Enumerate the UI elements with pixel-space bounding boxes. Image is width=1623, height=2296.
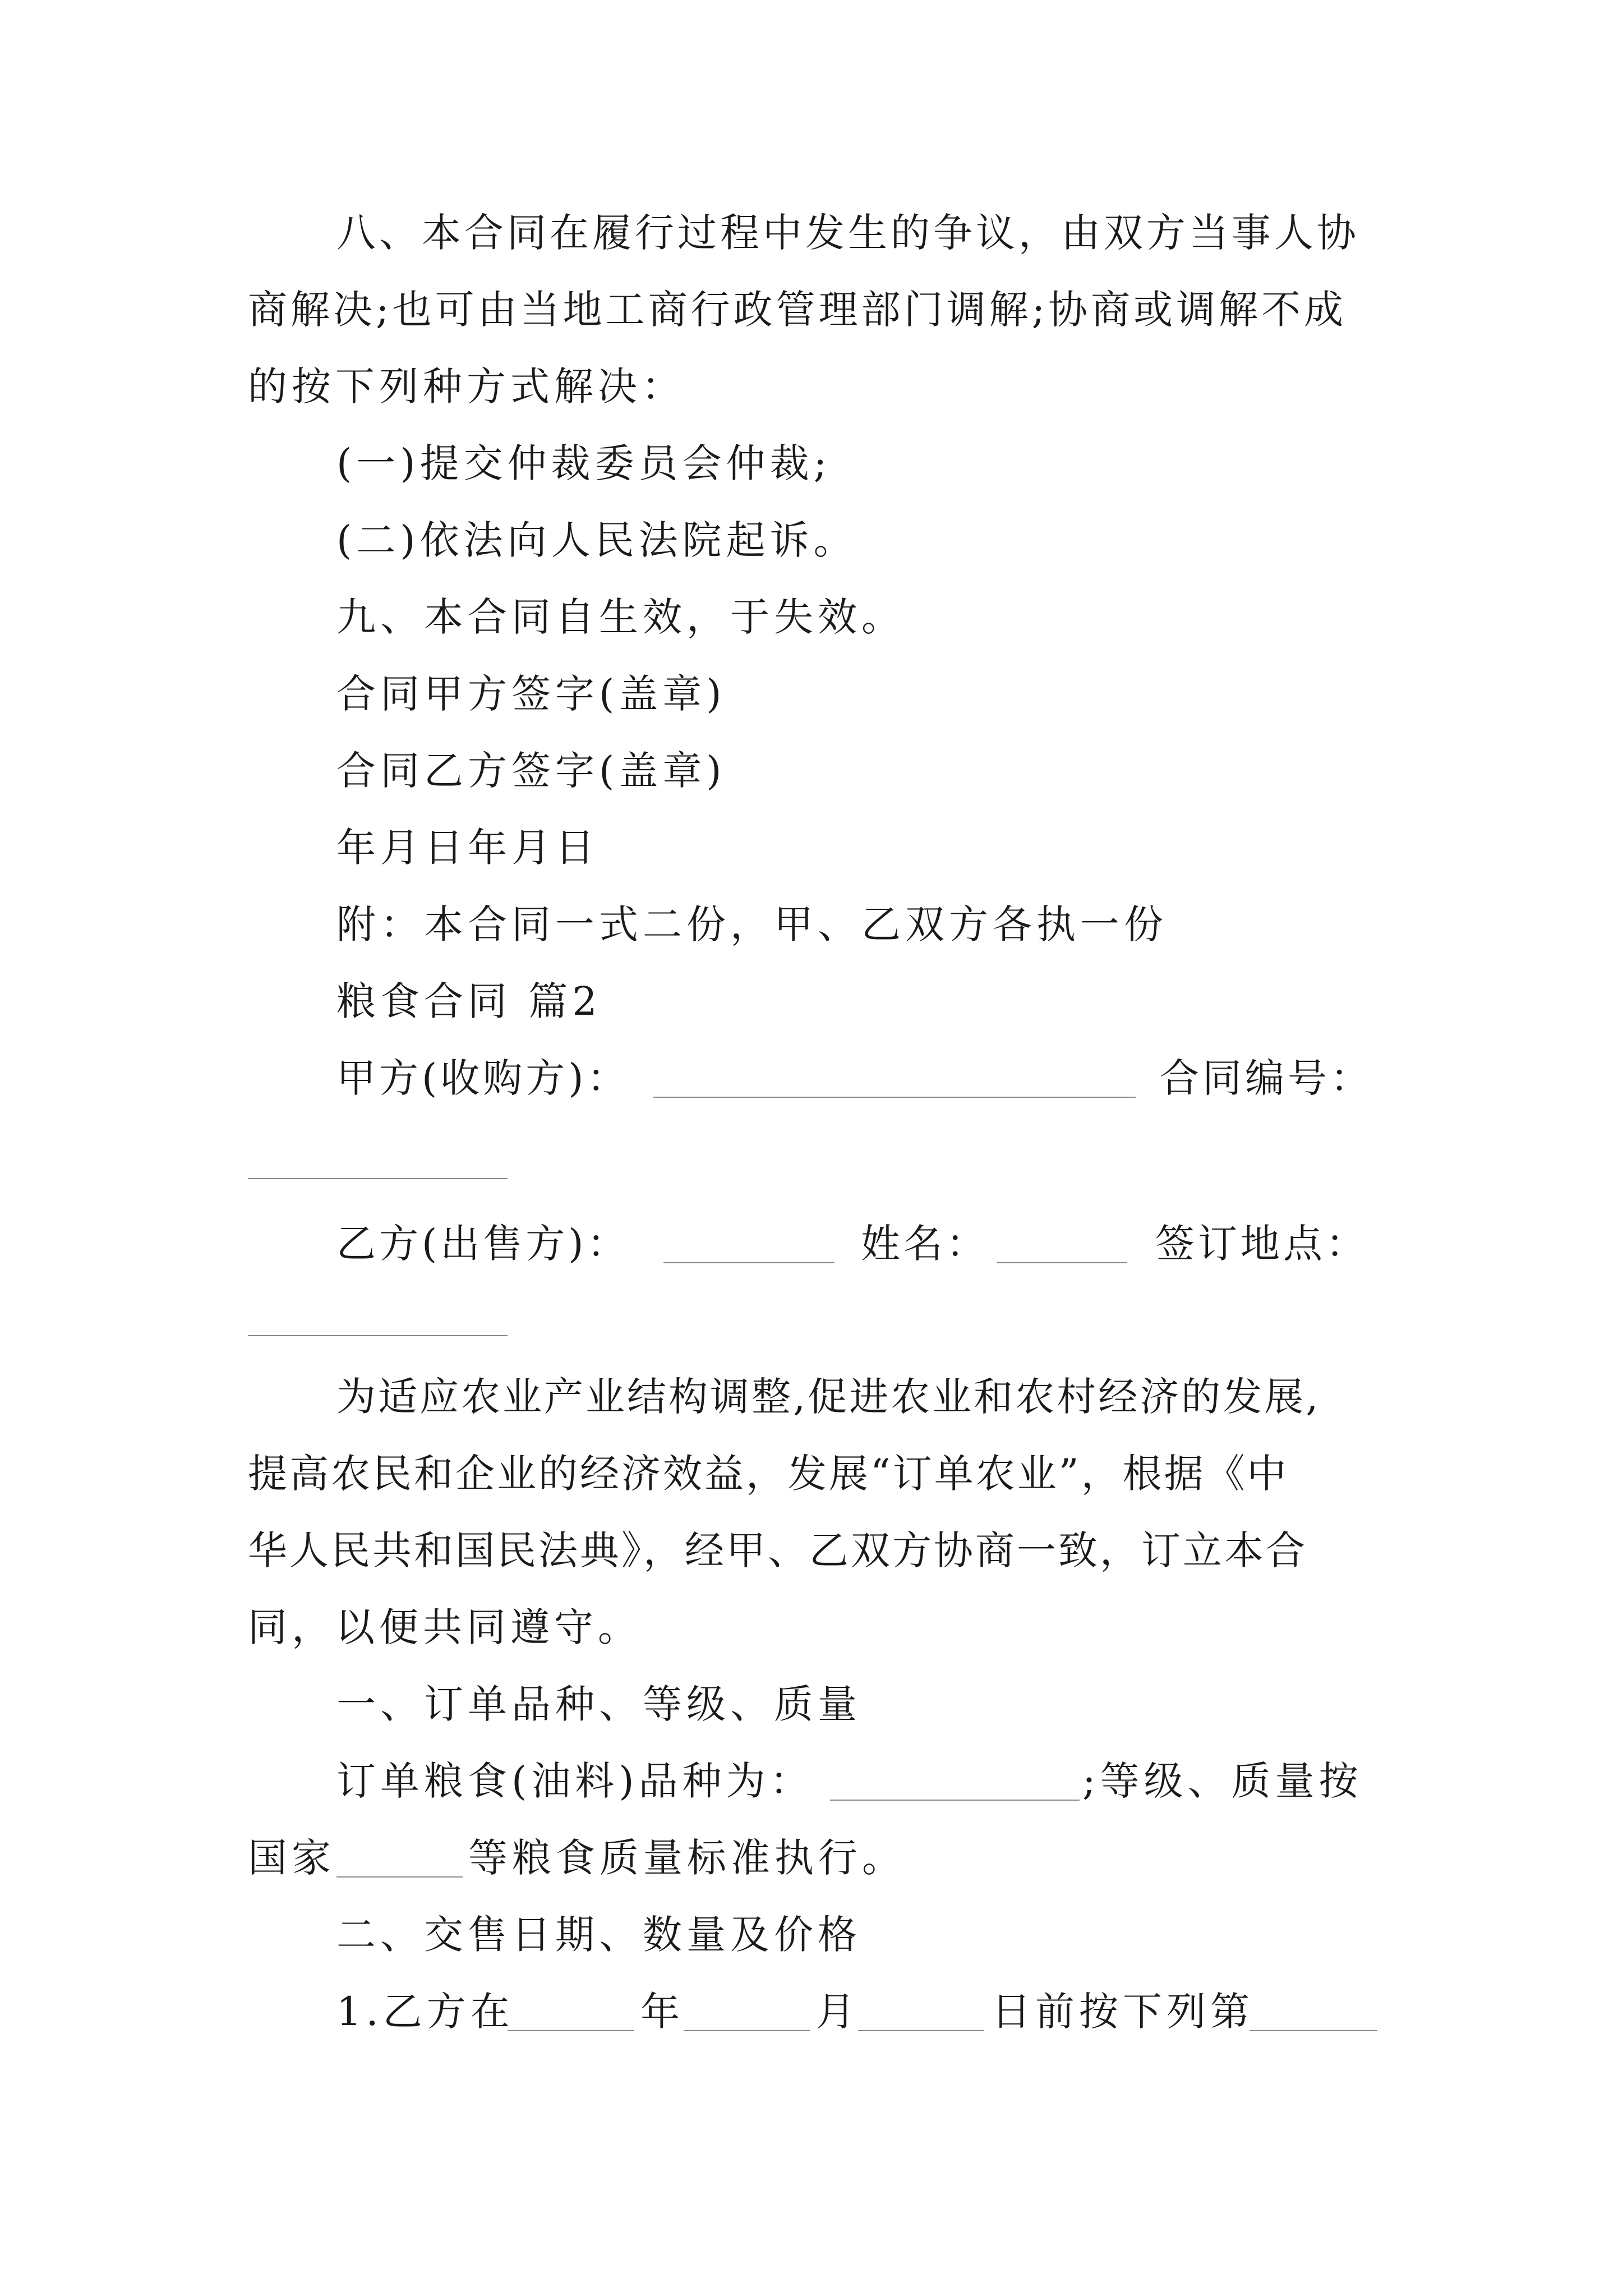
intro-line-3: 华人民共和国民法典》，经甲、乙双方协商一致，订立本合	[248, 1527, 1307, 1573]
article-1-line-2b: 等粮食质量标准执行。	[468, 1835, 906, 1881]
paragraph-9: 九、本合同自生效，于失效。	[336, 594, 905, 640]
paragraph-text: 八、本合同在履行过程中发生的争议，由双方当事人协	[336, 210, 1359, 256]
signature-party-a: 合同甲方签字(盖章)	[336, 671, 726, 717]
paragraph-text: 为适应农业产业结构调整,促进农业和农村经济的发展,	[336, 1374, 1321, 1420]
option-1: (一)提交仲裁委员会仲裁;	[336, 440, 832, 486]
article-1-line-1a: 订单粮食(油料)品种为：	[336, 1758, 814, 1804]
party-b-blank	[663, 1262, 834, 1263]
article-1-line-2a: 国家	[248, 1835, 335, 1881]
name-blank	[997, 1262, 1127, 1263]
intro-line-2: 提高农民和企业的经济效益，发展“订单农业”，根据《中	[248, 1451, 1289, 1497]
party-b-label: 乙方(出售方)：	[336, 1221, 630, 1267]
party-a-label: 甲方(收购方)：	[336, 1055, 630, 1101]
article-2-line-1d: 日前按下列第	[992, 1989, 1254, 2035]
intro-line-4: 同，以便共同遵守。	[248, 1604, 642, 1650]
article-2-title: 二、交售日期、数量及价格	[336, 1912, 861, 1958]
appendix-note: 附：本合同一式二份，甲、乙双方各执一份	[336, 901, 1168, 947]
party-a-blank	[653, 1097, 1136, 1098]
year-blank	[508, 2030, 634, 2031]
contract-number-blank	[248, 1178, 508, 1179]
contract-number-label: 合同编号：	[1160, 1055, 1373, 1101]
article-2-year-label: 年	[640, 1989, 684, 2035]
variety-blank	[830, 1800, 1080, 1801]
day-blank	[858, 2030, 984, 2031]
signing-place-blank	[248, 1335, 508, 1336]
article-2-month-label: 月	[816, 1989, 860, 2035]
intro-line-1	[336, 1369, 1376, 1425]
signature-party-b: 合同乙方签字(盖章)	[336, 748, 726, 794]
signature-dates: 年月日年月日	[336, 825, 599, 871]
name-label: 姓名：	[861, 1221, 989, 1267]
paragraph-8-line-1	[336, 205, 1376, 261]
article-2-line-1a: 1.乙方在	[336, 1989, 514, 2035]
article-1-title: 一、订单品种、等级、质量	[336, 1681, 861, 1727]
grade-blank	[336, 1876, 463, 1878]
paragraph-8-line-2: 商解决;也可由当地工商行政管理部门调解;协商或调解不成	[248, 287, 1347, 333]
article-1-line-1b: ;等级、质量按	[1082, 1758, 1363, 1804]
option-2: (二)依法向人民法院起诉。	[336, 517, 857, 563]
method-blank	[1249, 2030, 1377, 2031]
paragraph-8-line-3: 的按下列种方式解决：	[248, 364, 685, 409]
section-title: 粮食合同 篇2	[336, 978, 602, 1024]
signing-place-label: 签订地点：	[1155, 1221, 1368, 1267]
party-a-row	[336, 1050, 630, 1106]
month-blank	[684, 2030, 810, 2031]
